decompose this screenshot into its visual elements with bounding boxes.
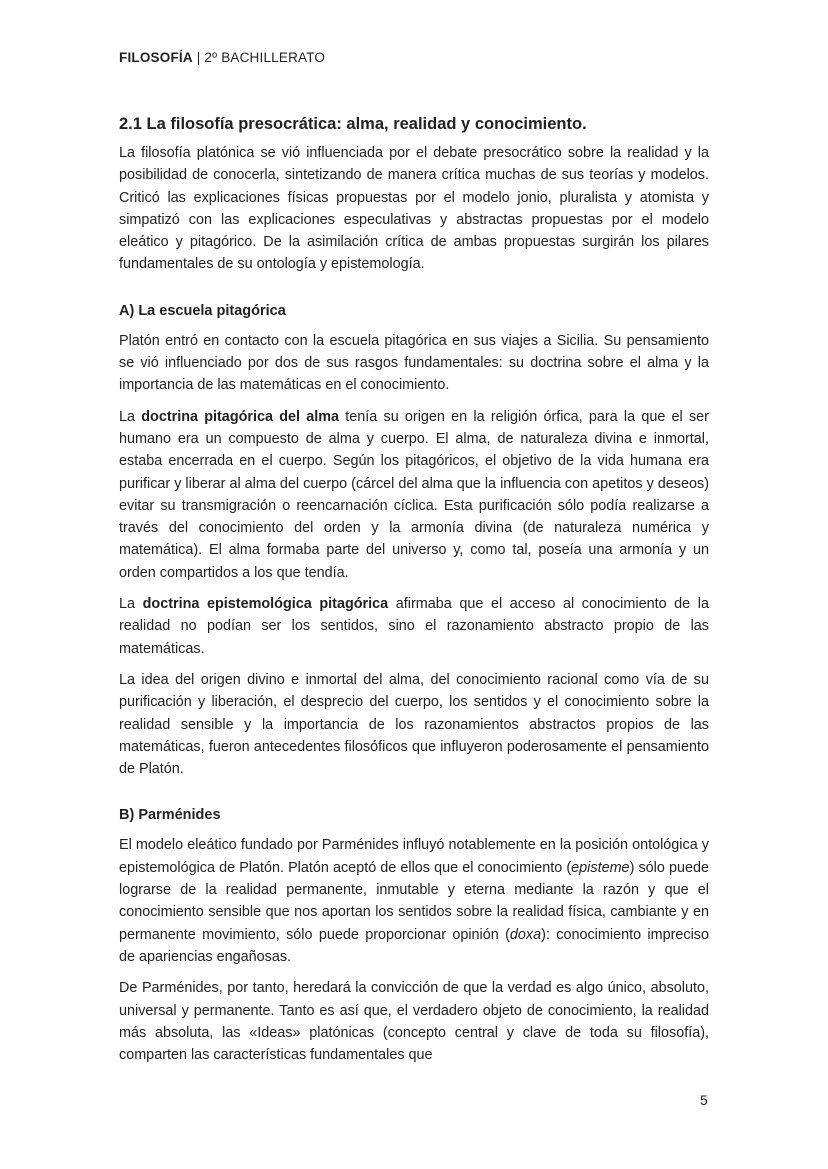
p2-bold-term: doctrina pitagórica del alma xyxy=(141,408,340,425)
header-subject: FILOSOFÍA xyxy=(119,50,193,65)
header-course: 2º BACHILLERATO xyxy=(204,50,326,65)
document-body xyxy=(119,113,709,1075)
subsection-b-paragraph-1 xyxy=(119,834,709,968)
subsection-a-title: A) La escuela pitagórica xyxy=(119,302,286,319)
subsection-a-paragraph-1: Platón entró en contacto con la escuela pitagórica en sus viajes a Sicilia. Su pensamiento se vió influenciado por dos de sus rasgos fundamentales: su doctrina sobre el alma y la importancia de las matemáticas en el conocimiento. xyxy=(119,332,709,394)
p3-body: afirmaba que el acceso al conocimiento de la realidad no podían ser los sentidos, sino el razonamiento abstracto propio de las matemáticas. xyxy=(119,596,709,657)
subsection-a-paragraph-2 xyxy=(119,406,709,584)
subsection-a-paragraph-3 xyxy=(119,593,709,660)
subsection-a-paragraph-4: La idea del origen divino e inmortal del alma, del conocimiento racional como vía de su purificación y liberación, el desprecio del cuerpo, los sentidos y el conocimiento sobre la realidad sensible y la importancia de los razonamientos abstractos propios de las matemáticas, fueron antecedentes filosóficos que influyeron poderosamente el pensamiento de Platón. xyxy=(119,671,709,778)
section-title: 2.1 La filosofía presocrática: alma, realidad y conocimiento. xyxy=(119,115,587,133)
page-header xyxy=(119,50,325,65)
b-p1-part-b: ) sólo puede lograrse de la realidad permanente, inmutable y eterna mediante la razón y que el conocimiento sensible que nos aportan los sentidos sobre la realidad física, cambiante y en permanente movimiento, sólo puede proporcionar opinión ( xyxy=(119,859,709,943)
p3-bold-term: doctrina epistemológica pitagórica xyxy=(142,596,389,613)
section-intro-paragraph: La filosofía platónica se vió influenciada por el debate presocrático sobre la realidad y la posibilidad de conocerla, sintetizando de manera crítica muchas de sus teorías y modelos. Criticó las explicaciones físicas propuestas por el modelo jonio, pluralista y atomista y simpatizó con las explicaciones especulativas y abstractas propuestas por el modelo eleático y pitagórico. De la asimilación crítica de ambas propuestas surgirán los pilares fundamentales de su ontología y epistemología. xyxy=(119,145,709,273)
b-p1-part-c: ): conocimiento impreciso de apariencias engañosas. xyxy=(119,926,710,965)
subsection-b-title: B) Parménides xyxy=(119,807,221,824)
page-number: 5 xyxy=(700,1092,708,1108)
b-p1-part-a: El modelo eleático fundado por Parménides influyó notablemente en la posición ontológica y epistemológica de Platón. Platón aceptó de ellos que el conocimiento ( xyxy=(119,837,709,876)
p3-prefix: La xyxy=(119,596,143,613)
doxa-term: doxa xyxy=(509,926,542,943)
episteme-term: episteme xyxy=(571,859,630,876)
p2-body: tenía su origen en la religión órfica, para la que el ser humano era un compuesto de alma y cuerpo. El alma, de naturaleza divina e inmortal, estaba encerrada en el cuerpo. Según los pitagóricos, el objetivo de la vida humana era purificar y liberar al alma del cuerpo (cárcel del alma que la influencia con apetitos y deseos) evitar su transmigración o reencarnación cíclica. Esta purificación sólo podía realizarse a través del conocimiento del orden y la armonía divina (de naturaleza numérica y matemática). El alma formaba parte del universo y, como tal, poseía una armonía y un orden compartidos a los que tendía. xyxy=(119,408,709,581)
subsection-b-paragraph-2: De Parménides, por tanto, heredará la convicción de que la verdad es algo único, absoluto, universal y permanente. Tanto es así que, el verdadero objeto de conocimiento, la realidad más absoluta, las «Ideas» platónicas (concepto central y clave de toda su filosofía), comparten las características fundamentales que xyxy=(119,980,709,1064)
p2-prefix: La xyxy=(119,408,142,425)
header-separator: | xyxy=(192,50,205,65)
